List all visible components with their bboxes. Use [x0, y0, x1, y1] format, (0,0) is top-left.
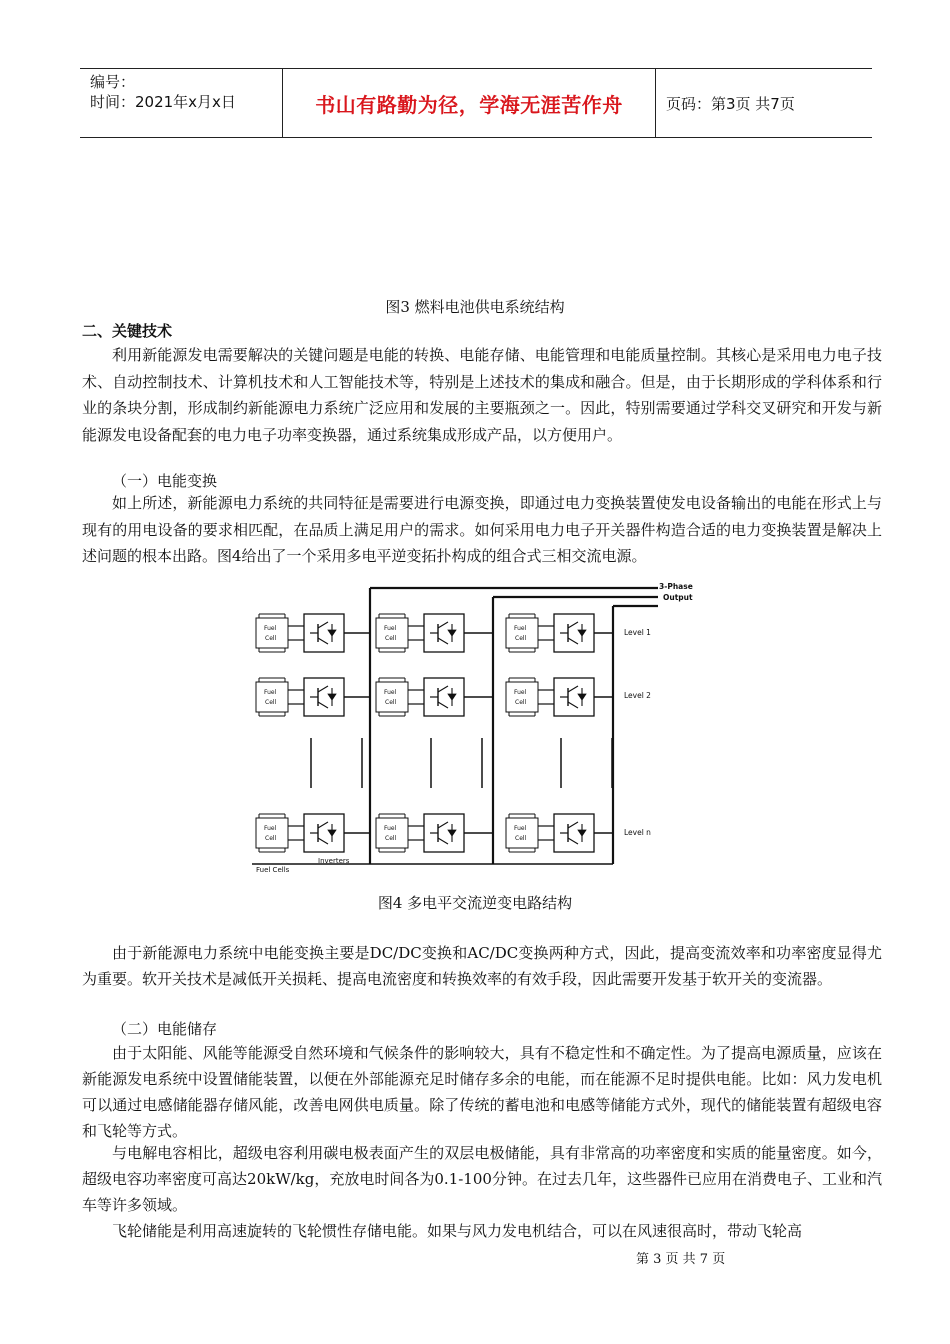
- fuel-cell-inverter-unit: [256, 614, 370, 652]
- fuel-cell-box: [376, 682, 408, 712]
- output-label-2: Output: [663, 593, 693, 602]
- fuel-cell-label: Fuel: [264, 825, 277, 832]
- inverters-label: Inverters: [318, 857, 350, 865]
- diode-icon: [578, 830, 586, 836]
- fuel-cell-label: Cell: [265, 635, 277, 642]
- page-header: [80, 68, 872, 138]
- diode-icon: [448, 630, 456, 636]
- fuel-cell-label: Fuel: [514, 625, 527, 632]
- diode-icon: [578, 630, 586, 636]
- fuel-cell-inverter-unit: [376, 814, 493, 852]
- header-meta: [80, 69, 282, 137]
- fuel-cells-label: Fuel Cells: [256, 866, 290, 874]
- fuel-cell-label: Fuel: [264, 689, 277, 696]
- fuel-cell-box: [376, 818, 408, 848]
- fuel-cell-inverter-unit: [506, 678, 613, 716]
- fuel-cell-inverter-unit: [376, 614, 493, 652]
- fuel-cell-label: Cell: [385, 635, 397, 642]
- level-label-2: Level 2: [624, 691, 651, 700]
- fuel-cell-label: Cell: [385, 699, 397, 706]
- level-label-n: Level n: [624, 828, 651, 837]
- fuel-cell-label: Fuel: [264, 625, 277, 632]
- figure4-caption: 图4 多电平交流逆变电路结构: [377, 894, 573, 912]
- header-motto: 书山有路勤为径，学海无涯苦作舟: [315, 92, 623, 117]
- fuel-cell-label: Fuel: [384, 689, 397, 696]
- diode-icon: [328, 694, 336, 700]
- intro-paragraph: 利用新能源发电需要解决的关键问题是电能的转换、电能存储、电能管理和电能质量控制。其核心是采用电力电子技术、自动控制技术、计算机技术和人工智能技术等，特别是上述技术的集成和融合。但是，由于长期形成的学科体系和行业的条块分割，形成制约新能源电力系统广泛应用和发展的主要瓶颈之一。因此，特别需要通过学科交叉研究和开发与新能源发电设备配套的电力电子功率变换器，通过系统集成形成产品，以方便用户。: [82, 346, 882, 444]
- subsection2-heading: （二）电能储存: [112, 1020, 218, 1038]
- figure3-caption: 图3 燃料电池供电系统结构: [385, 298, 565, 316]
- date-label: 时间：2021年x月x日: [90, 93, 236, 111]
- subsection1-paragraph: 如上所述，新能源电力系统的共同特征是需要进行电源变换，即通过电力变换装置使发电设备输出的电能在形式上与现有的用电设备的要求相匹配，在品质上满足用户的需求。如何采用电力电子开关器件构造合适的电力变换装置是解决上述问题的根本出路。图4给出了一个采用多电平逆变拓扑构成的组合式三相交流电源。: [82, 494, 882, 566]
- storage-paragraph-1: 由于太阳能、风能等能源受自然环境和气候条件的影响较大，具有不稳定性和不确定性。为了提高电源质量，应该在新能源发电系统中设置储能装置，以便在外部能源充足时储存多余的电能，而在能源不足时提供电能。比如：风力发电机可以通过电感储能器存储风能，改善电网供电质量。除了传统的蓄电池和电感等储能方式外，现代的储能装置有超级电容和飞轮等方式。: [82, 1044, 882, 1140]
- diode-icon: [448, 830, 456, 836]
- fuel-cell-label: Fuel: [384, 625, 397, 632]
- section-heading: 二、关键技术: [82, 322, 173, 340]
- fuel-cell-label: Cell: [265, 835, 277, 842]
- fuel-cell-box: [376, 618, 408, 648]
- subsection1-heading: （一）电能变换: [112, 472, 218, 490]
- fuel-cell-label: Fuel: [384, 825, 397, 832]
- fuel-cell-label: Cell: [265, 699, 277, 706]
- fuel-cell-box: [256, 682, 288, 712]
- fuel-cell-label: Fuel: [514, 825, 527, 832]
- fuel-cell-label: Fuel: [514, 689, 527, 696]
- conversion-paragraph: 由于新能源电力系统中电能变换主要是DC/DC变换和AC/DC变换两种方式，因此，提高变流效率和功率密度显得尤为重要。软开关技术是减低开关损耗、提高电流密度和转换效率的有效手段，因此需要开发基于软开关的变流器。: [82, 944, 882, 988]
- fuel-cell-label: Cell: [515, 635, 527, 642]
- fuel-cell-box: [506, 618, 538, 648]
- diode-icon: [328, 630, 336, 636]
- storage-paragraph-3: 飞轮储能是利用高速旋转的飞轮惯性存储电能。如果与风力发电机结合，可以在风速很高时，带动飞轮高: [112, 1222, 803, 1240]
- figure4-circuit-diagram: [248, 578, 708, 874]
- page-footer: 第 3 页 共 7 页: [636, 1252, 726, 1267]
- fuel-cell-box: [256, 618, 288, 648]
- output-label-1: 3-Phase: [659, 582, 693, 591]
- fuel-cell-box: [506, 682, 538, 712]
- fuel-cell-box: [256, 818, 288, 848]
- fuel-cell-label: Cell: [385, 835, 397, 842]
- fuel-cell-box: [506, 818, 538, 848]
- diode-icon: [328, 830, 336, 836]
- fuel-cell-label: Cell: [515, 835, 527, 842]
- fuel-cell-inverter-unit: [256, 678, 370, 716]
- fuel-cell-inverter-unit: [506, 814, 613, 852]
- fuel-cell-inverter-unit: [376, 678, 493, 716]
- fuel-cell-label: Cell: [515, 699, 527, 706]
- diode-icon: [448, 694, 456, 700]
- header-motto-cell: [282, 69, 656, 137]
- diode-icon: [578, 694, 586, 700]
- fuel-cell-inverter-unit: [506, 614, 613, 652]
- storage-paragraph-2: 与电解电容相比，超级电容利用碳电极表面产生的双层电极储能，具有非常高的功率密度和实质的能量密度。如今，超级电容功率密度可高达20kW/kg，充放电时间各为0.1-100分钟。在过去几年，这些器件已应用在消费电子、工业和汽车等许多领域。: [82, 1144, 882, 1214]
- header-page-label: 页码：第3页 共7页: [666, 94, 795, 113]
- number-label: 编号：: [90, 73, 136, 91]
- level-label-1: Level 1: [624, 628, 651, 637]
- fuel-cell-inverter-unit: [256, 814, 370, 852]
